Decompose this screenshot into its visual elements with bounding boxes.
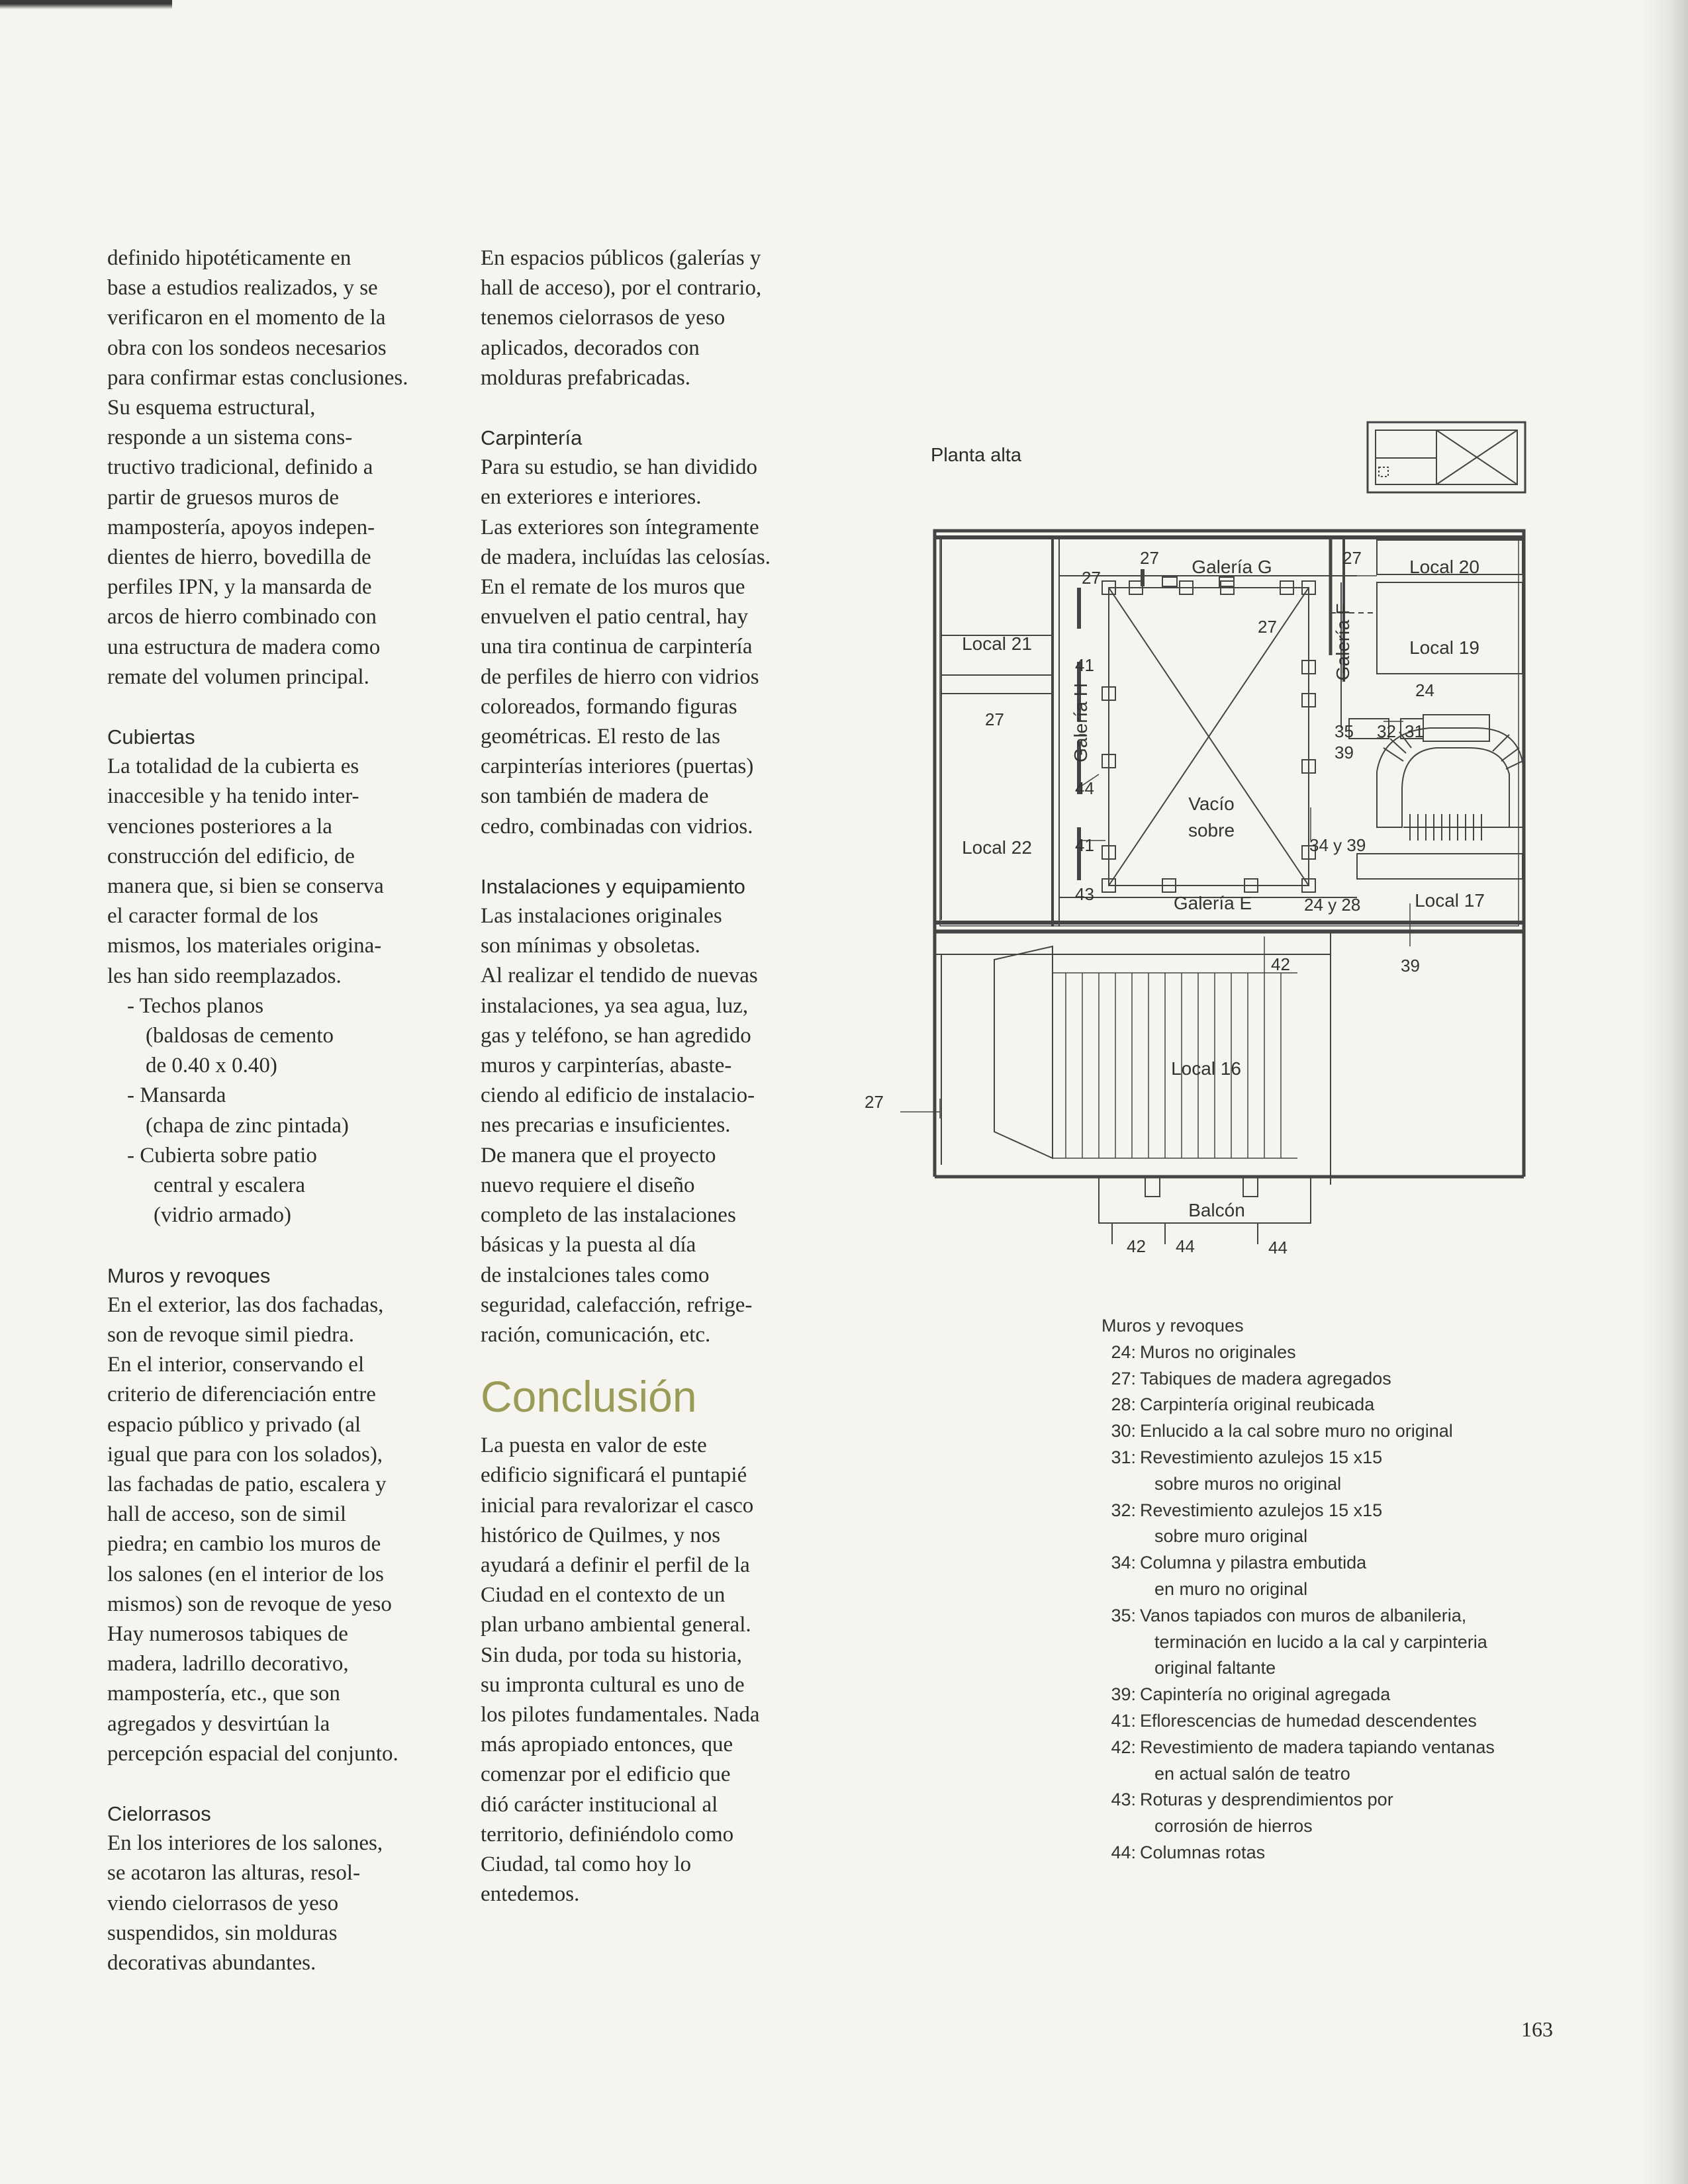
label-local-22: Local 22 <box>962 837 1032 858</box>
text-line: inaccesible y ha tenido inter- <box>107 784 359 809</box>
legend-number <box>1102 1761 1136 1788</box>
text-line: Hay numerosos tabiques de <box>107 1621 348 1646</box>
text-line: Sin duda, por toda su historia, <box>481 1643 743 1667</box>
text-line: más apropiado entonces, que <box>481 1733 733 1757</box>
page-number: 163 <box>1521 2017 1553 2041</box>
text-line: carpinterías interiores (puertas) <box>481 754 754 779</box>
text-line: seguridad, calefacción, refrige- <box>481 1293 753 1317</box>
text-line: coloreados, formando figuras <box>481 694 737 719</box>
ref-24y28: 24 y 28 <box>1304 895 1361 915</box>
text-line: aplicados, decorados con <box>481 336 700 360</box>
plan-key-icon <box>1368 422 1525 492</box>
text-line: espacio público y privado (al <box>107 1412 361 1437</box>
ref-31: 31 <box>1405 721 1424 741</box>
text-line: mampostería, apoyos indepen- <box>107 515 375 539</box>
ref-24: 24 <box>1415 680 1434 700</box>
legend-number <box>1102 1524 1136 1550</box>
text-line: ayudará a definir el perfil de la <box>481 1553 750 1577</box>
legend-text: Tabiques de madera agregados <box>1140 1368 1391 1388</box>
text-line: decorativas abundantes. <box>107 1950 316 1975</box>
label-galeria-h: Galería H <box>1070 683 1091 762</box>
text-line: cedro, combinadas con vidrios. <box>481 814 753 839</box>
text-line: para confirmar estas conclusiones. <box>107 365 408 390</box>
text-line: (baldosas de cemento <box>146 1024 334 1048</box>
cielorrasos-continued-paragraph <box>481 244 825 393</box>
text-line: mampostería, etc., que son <box>107 1682 340 1706</box>
text-line: - Mansarda <box>127 1083 226 1108</box>
ref-27: 27 <box>985 709 1004 729</box>
conclusion-heading: Conclusión <box>481 1372 697 1422</box>
text-line: ración, comunicación, etc. <box>481 1322 711 1347</box>
text-line: su impronta cultural es uno de <box>481 1672 745 1697</box>
text-line: De manera que el proyecto <box>481 1143 716 1167</box>
legend-item <box>1102 1366 1525 1392</box>
ref-39: 39 <box>1335 743 1354 762</box>
legend-item <box>1102 1340 1525 1366</box>
text-line: viendo cielorrasos de yeso <box>107 1891 339 1915</box>
legend-text: Roturas y desprendimientos por <box>1140 1790 1393 1810</box>
text-line: criterio de diferenciación entre <box>107 1383 376 1407</box>
floor-plan <box>854 417 1549 1277</box>
text-line: nuevo requiere el diseño <box>481 1173 695 1197</box>
text-line: molduras prefabricadas. <box>481 365 691 390</box>
staircase-icon <box>1357 728 1524 879</box>
text-line: Su esquema estructural, <box>107 396 316 420</box>
text-line: manera que, si bien se conserva <box>107 874 384 899</box>
text-line: plan urbano ambiental general. <box>481 1613 751 1637</box>
legend-number: 34: <box>1111 1553 1136 1573</box>
label-local-17: Local 17 <box>1415 890 1485 911</box>
cielorrasos-paragraph <box>107 1829 451 1978</box>
ref-34y39: 34 y 39 <box>1309 835 1366 855</box>
binding-shadow <box>1642 0 1688 2184</box>
instalaciones-paragraph <box>481 901 825 1350</box>
text-line: definido hipotéticamente en <box>107 246 352 270</box>
ref-44: 44 <box>1268 1238 1288 1257</box>
legend-number: 27: <box>1111 1368 1136 1388</box>
legend-number <box>1102 1655 1136 1682</box>
legend-text: Revestimiento de madera tapiando ventanas <box>1140 1737 1495 1757</box>
text-line: (chapa de zinc pintada) <box>146 1113 349 1138</box>
carpinteria-paragraph <box>481 453 825 842</box>
text-line: En el exterior, las dos fachadas, <box>107 1293 384 1317</box>
legend-item <box>1102 1761 1525 1788</box>
text-line: dientes de hierro, bovedilla de <box>107 545 371 570</box>
text-line: histórico de Quilmes, y nos <box>481 1523 721 1547</box>
legend-item <box>1102 1498 1525 1524</box>
legend-item <box>1102 1603 1525 1629</box>
text-line: percepción espacial del conjunto. <box>107 1741 399 1766</box>
text-line: completo de las instalaciones <box>481 1203 736 1228</box>
text-line: construcción del edificio, de <box>107 844 355 868</box>
ref-27: 27 <box>1140 548 1159 568</box>
legend-text: sobre muro original <box>1154 1526 1308 1547</box>
legend-item <box>1102 1682 1525 1708</box>
text-line: entedemos. <box>481 1882 580 1907</box>
text-line: las fachadas de patio, escalera y <box>107 1472 387 1496</box>
legend-item <box>1102 1445 1525 1471</box>
legend-text: Vanos tapiados con muros de albanileria, <box>1140 1605 1467 1625</box>
muros-heading: Muros y revoques <box>107 1263 271 1287</box>
text-line: edificio significará el puntapié <box>481 1463 747 1488</box>
legend-text: Revestimiento azulejos 15 x15 <box>1140 1447 1383 1467</box>
text-line: ciendo al edificio de instalacio- <box>481 1083 755 1108</box>
cubiertas-heading: Cubiertas <box>107 725 195 749</box>
text-line: responde a un sistema cons- <box>107 426 353 450</box>
legend-number: 44: <box>1111 1842 1136 1862</box>
text-line: En el remate de los muros que <box>481 575 745 600</box>
legend-item <box>1102 1840 1525 1866</box>
intro-paragraph <box>107 244 451 692</box>
text-line: igual que para con los solados), <box>107 1442 383 1467</box>
ref-43: 43 <box>1075 884 1094 904</box>
text-column-left <box>107 244 451 1978</box>
label-local-19: Local 19 <box>1409 637 1479 658</box>
legend-text: corrosión de hierros <box>1154 1816 1313 1837</box>
legend-item <box>1102 1471 1525 1498</box>
legend-item <box>1102 1418 1525 1445</box>
legend-number: 24: <box>1111 1342 1136 1362</box>
text-line: venciones posteriores a la <box>107 814 332 839</box>
plan-legend <box>1102 1313 1525 1866</box>
cubiertas-paragraph <box>107 752 451 991</box>
legend-number: 39: <box>1111 1684 1136 1705</box>
label-balcon: Balcón <box>1188 1200 1245 1220</box>
text-line: - Techos planos <box>127 993 264 1018</box>
legend-number: 31: <box>1111 1447 1136 1467</box>
text-line: se acotaron las alturas, resol- <box>107 1861 361 1886</box>
legend-number: 32: <box>1111 1500 1136 1520</box>
text-line: Al realizar el tendido de nuevas <box>481 964 758 988</box>
page-edge-shadow <box>0 0 172 26</box>
legend-number <box>1102 1576 1136 1603</box>
text-line: remate del volumen principal. <box>107 664 369 689</box>
legend-number: 35: <box>1111 1605 1136 1625</box>
ref-27: 27 <box>1258 617 1277 637</box>
text-line: geométricas. El resto de las <box>481 725 720 749</box>
legend-text: Capintería no original agregada <box>1140 1684 1391 1705</box>
text-line: base a estudios realizados, y se <box>107 276 378 300</box>
text-line: agregados y desvirtúan la <box>107 1711 330 1736</box>
text-line: dió carácter institucional al <box>481 1792 718 1817</box>
cubiertas-list <box>107 991 451 1231</box>
text-line: (vidrio armado) <box>154 1203 292 1228</box>
text-line: una estructura de madera como <box>107 635 381 659</box>
legend-text: Eflorescencias de humedad descendentes <box>1140 1710 1477 1731</box>
legend-text: en actual salón de teatro <box>1154 1763 1350 1784</box>
legend-title: Muros y revoques <box>1102 1316 1244 1336</box>
legend-number: 30: <box>1111 1421 1136 1441</box>
legend-item <box>1102 1576 1525 1603</box>
text-line: Las instalaciones originales <box>481 904 722 929</box>
text-line: de instalciones tales como <box>481 1263 710 1287</box>
ref-44: 44 <box>1176 1236 1195 1256</box>
carpinteria-heading: Carpintería <box>481 426 583 450</box>
legend-text: Enlucido a la cal sobre muro no original <box>1140 1421 1453 1441</box>
legend-item <box>1102 1629 1525 1656</box>
legend-text: sobre muros no original <box>1154 1473 1342 1494</box>
text-line: central y escalera <box>154 1173 306 1198</box>
legend-text: original faltante <box>1154 1658 1276 1678</box>
legend-item <box>1102 1813 1525 1840</box>
text-line: mismos) son de revoque de yeso <box>107 1592 392 1616</box>
plan-title: Planta alta <box>931 445 1022 466</box>
text-line: piedra; en cambio los muros de <box>107 1532 381 1557</box>
legend-text: Muros no originales <box>1140 1342 1296 1362</box>
instalaciones-heading: Instalaciones y equipamiento <box>481 874 745 898</box>
text-line: territorio, definiéndolo como <box>481 1822 734 1846</box>
text-line: obra con los sondeos necesarios <box>107 336 387 360</box>
text-line: hall de acceso), por el contrario, <box>481 276 762 300</box>
legend-item <box>1102 1708 1525 1735</box>
text-line: La totalidad de la cubierta es <box>107 754 359 779</box>
text-line: inicial para revalorizar el casco <box>481 1493 754 1518</box>
text-line: mismos, los materiales origina- <box>107 934 382 958</box>
text-line: En los interiores de los salones, <box>107 1831 383 1856</box>
text-line: muros y carpinterías, abaste- <box>481 1054 732 1078</box>
muros-paragraph <box>107 1291 451 1769</box>
legend-item <box>1102 1550 1525 1576</box>
label-local-21: Local 21 <box>962 633 1032 654</box>
text-line: En espacios públicos (galerías y <box>481 246 761 270</box>
legend-item <box>1102 1655 1525 1682</box>
text-line: Para su estudio, se han dividido <box>481 455 757 480</box>
ref-27: 27 <box>1342 548 1362 568</box>
legend-text: Carpintería original reubicada <box>1140 1394 1375 1415</box>
text-line: de 0.40 x 0.40) <box>146 1054 277 1078</box>
text-line: son también de madera de <box>481 784 709 809</box>
ref-27: 27 <box>865 1092 884 1112</box>
text-line: partir de gruesos muros de <box>107 485 340 510</box>
ref-41: 41 <box>1075 655 1094 675</box>
text-line: Ciudad, tal como hoy lo <box>481 1852 692 1876</box>
legend-number <box>1102 1471 1136 1498</box>
legend-text: Revestimiento azulejos 15 x15 <box>1140 1500 1383 1520</box>
text-line: madera, ladrillo decorativo, <box>107 1652 349 1676</box>
text-line: son de revoque simil piedra. <box>107 1322 354 1347</box>
text-line: envuelven el patio central, hay <box>481 605 749 629</box>
ref-39: 39 <box>1401 956 1420 976</box>
text-line: son mínimas y obsoletas. <box>481 934 700 958</box>
legend-text: terminación en lucido a la cal y carpinteria <box>1154 1631 1487 1652</box>
text-line: Ciudad en el contexto de un <box>481 1583 726 1608</box>
legend-number <box>1102 1813 1136 1840</box>
text-line: Las exteriores son íntegramente <box>481 515 759 539</box>
text-line: básicas y la puesta al día <box>481 1233 696 1257</box>
label-local-20: Local 20 <box>1409 557 1479 577</box>
legend-number <box>1102 1629 1136 1656</box>
text-line: instalaciones, ya sea agua, luz, <box>481 993 749 1018</box>
legend-item <box>1102 1735 1525 1761</box>
legend-number: 41: <box>1111 1710 1136 1731</box>
text-line: los pilotes fundamentales. Nada <box>481 1702 760 1727</box>
text-line: el caracter formal de los <box>107 904 318 929</box>
text-line: tenemos cielorrasos de yeso <box>481 306 726 330</box>
legend-text: Columna y pilastra embutida <box>1140 1553 1367 1573</box>
ref-27: 27 <box>1082 568 1101 588</box>
text-line: perfiles IPN, y la mansarda de <box>107 575 372 600</box>
text-line: de perfiles de hierro con vidrios <box>481 664 759 689</box>
ref-44: 44 <box>1075 778 1094 798</box>
label-local-16: Local 16 <box>1171 1058 1241 1079</box>
legend-number: 28: <box>1111 1394 1136 1415</box>
text-line: suspendidos, sin molduras <box>107 1921 338 1945</box>
ref-42: 42 <box>1127 1236 1146 1256</box>
ref-42: 42 <box>1271 954 1290 974</box>
text-line: tructivo tradicional, definido a <box>107 455 373 480</box>
label-galeria-e: Galería E <box>1173 893 1252 913</box>
legend-number: 43: <box>1111 1790 1136 1810</box>
text-column-middle <box>481 244 825 1909</box>
legend-item <box>1102 1392 1525 1418</box>
conclusion-paragraph <box>481 1431 825 1909</box>
legend-text: en muro no original <box>1154 1578 1308 1599</box>
text-line: En el interior, conservando el <box>107 1353 365 1377</box>
legend-item <box>1102 1787 1525 1813</box>
ref-32: 32 <box>1377 721 1396 741</box>
legend-item <box>1102 1524 1525 1550</box>
text-line: - Cubierta sobre patio <box>127 1143 317 1167</box>
text-line: los salones (en el interior de los <box>107 1562 384 1586</box>
text-line: arcos de hierro combinado con <box>107 605 377 629</box>
text-line: comenzar por el edificio que <box>481 1762 731 1787</box>
label-galeria-f: Galería F <box>1333 603 1353 681</box>
text-line: de madera, incluídas las celosías. <box>481 545 771 569</box>
cielorrasos-heading: Cielorrasos <box>107 1801 211 1825</box>
text-line: les han sido reemplazados. <box>107 964 342 988</box>
legend-number: 42: <box>1111 1737 1136 1757</box>
ref-41: 41 <box>1075 835 1094 855</box>
legend-items <box>1102 1340 1525 1866</box>
ref-35: 35 <box>1335 721 1354 741</box>
legend-text: Columnas rotas <box>1140 1842 1266 1862</box>
text-line: una tira continua de carpintería <box>481 635 753 659</box>
text-line: en exteriores e interiores. <box>481 485 702 510</box>
label-sobre: sobre <box>1188 820 1235 841</box>
text-line: nes precarias e insuficientes. <box>481 1113 731 1138</box>
label-galeria-g: Galería G <box>1192 557 1272 577</box>
text-line: verificaron en el momento de la <box>107 306 386 330</box>
text-line: La puesta en valor de este <box>481 1433 707 1458</box>
text-line: hall de acceso, son de simil <box>107 1502 347 1527</box>
text-line: gas y teléfono, se han agredido <box>481 1023 751 1048</box>
label-vacio: Vacío <box>1188 794 1235 814</box>
